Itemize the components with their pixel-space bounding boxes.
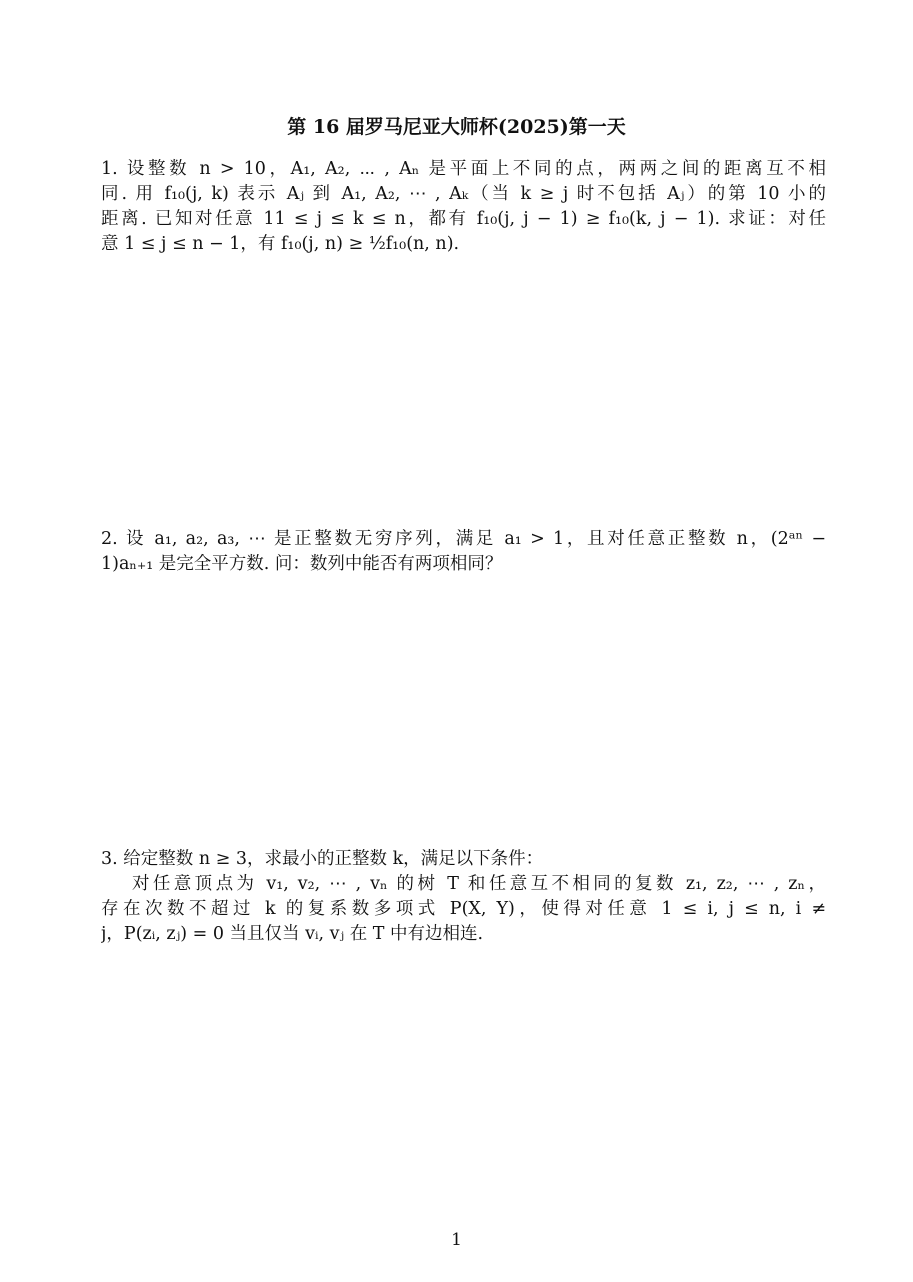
- problem-1-line-1: 1. 设整数 n > 10，A₁, A₂, ⋯ , Aₙ 是平面上不同的点，两两之间的距离互不相: [101, 159, 826, 179]
- problem-1-line-4: 意 1 ≤ j ≤ n − 1，有 f₁₀(j, n) ≥ ½f₁₀(n, n).: [101, 234, 460, 254]
- problem-1-line-2: 同. 用 f₁₀(j, k) 表示 Aⱼ 到 A₁, A₂, ⋯ , Aₖ（当 k ≥ j 时不包括 Aⱼ）的第 10 小的: [101, 184, 826, 204]
- problem-1-line-3: 距离. 已知对任意 11 ≤ j ≤ k ≤ n，都有 f₁₀(j, j − 1) ≥ f₁₀(k, j − 1). 求证：对任: [101, 209, 826, 229]
- problem-3-line-4: j，P(zᵢ, zⱼ) = 0 当且仅当 vᵢ, vⱼ 在 T 中有边相连.: [101, 924, 484, 944]
- problem-3-line-1: 3. 给定整数 n ≥ 3，求最小的正整数 k，满足以下条件：: [101, 849, 544, 869]
- problem-2-line-1: 2. 设 a₁, a₂, a₃, ⋯ 是正整数无穷序列，满足 a₁ > 1，且对任意正整数 n，(2ᵃⁿ −: [101, 529, 826, 549]
- problem-3-line-3: 存在次数不超过 k 的复系数多项式 P(X, Y)，使得对任意 1 ≤ i, j ≤ n, i ≠: [101, 899, 826, 919]
- problem-2-line-2: 1)aₙ₊₁ 是完全平方数. 问：数列中能否有两项相同？: [101, 554, 503, 574]
- page-title: 第 16 届罗马尼亚大师杯(2025)第一天: [287, 116, 626, 138]
- page-number: 1: [451, 1230, 462, 1250]
- problem-3-line-2: 对任意顶点为 v₁, v₂, ⋯ , vₙ 的树 T 和任意互不相同的复数 z₁, z₂, ⋯ , zₙ，: [132, 874, 826, 894]
